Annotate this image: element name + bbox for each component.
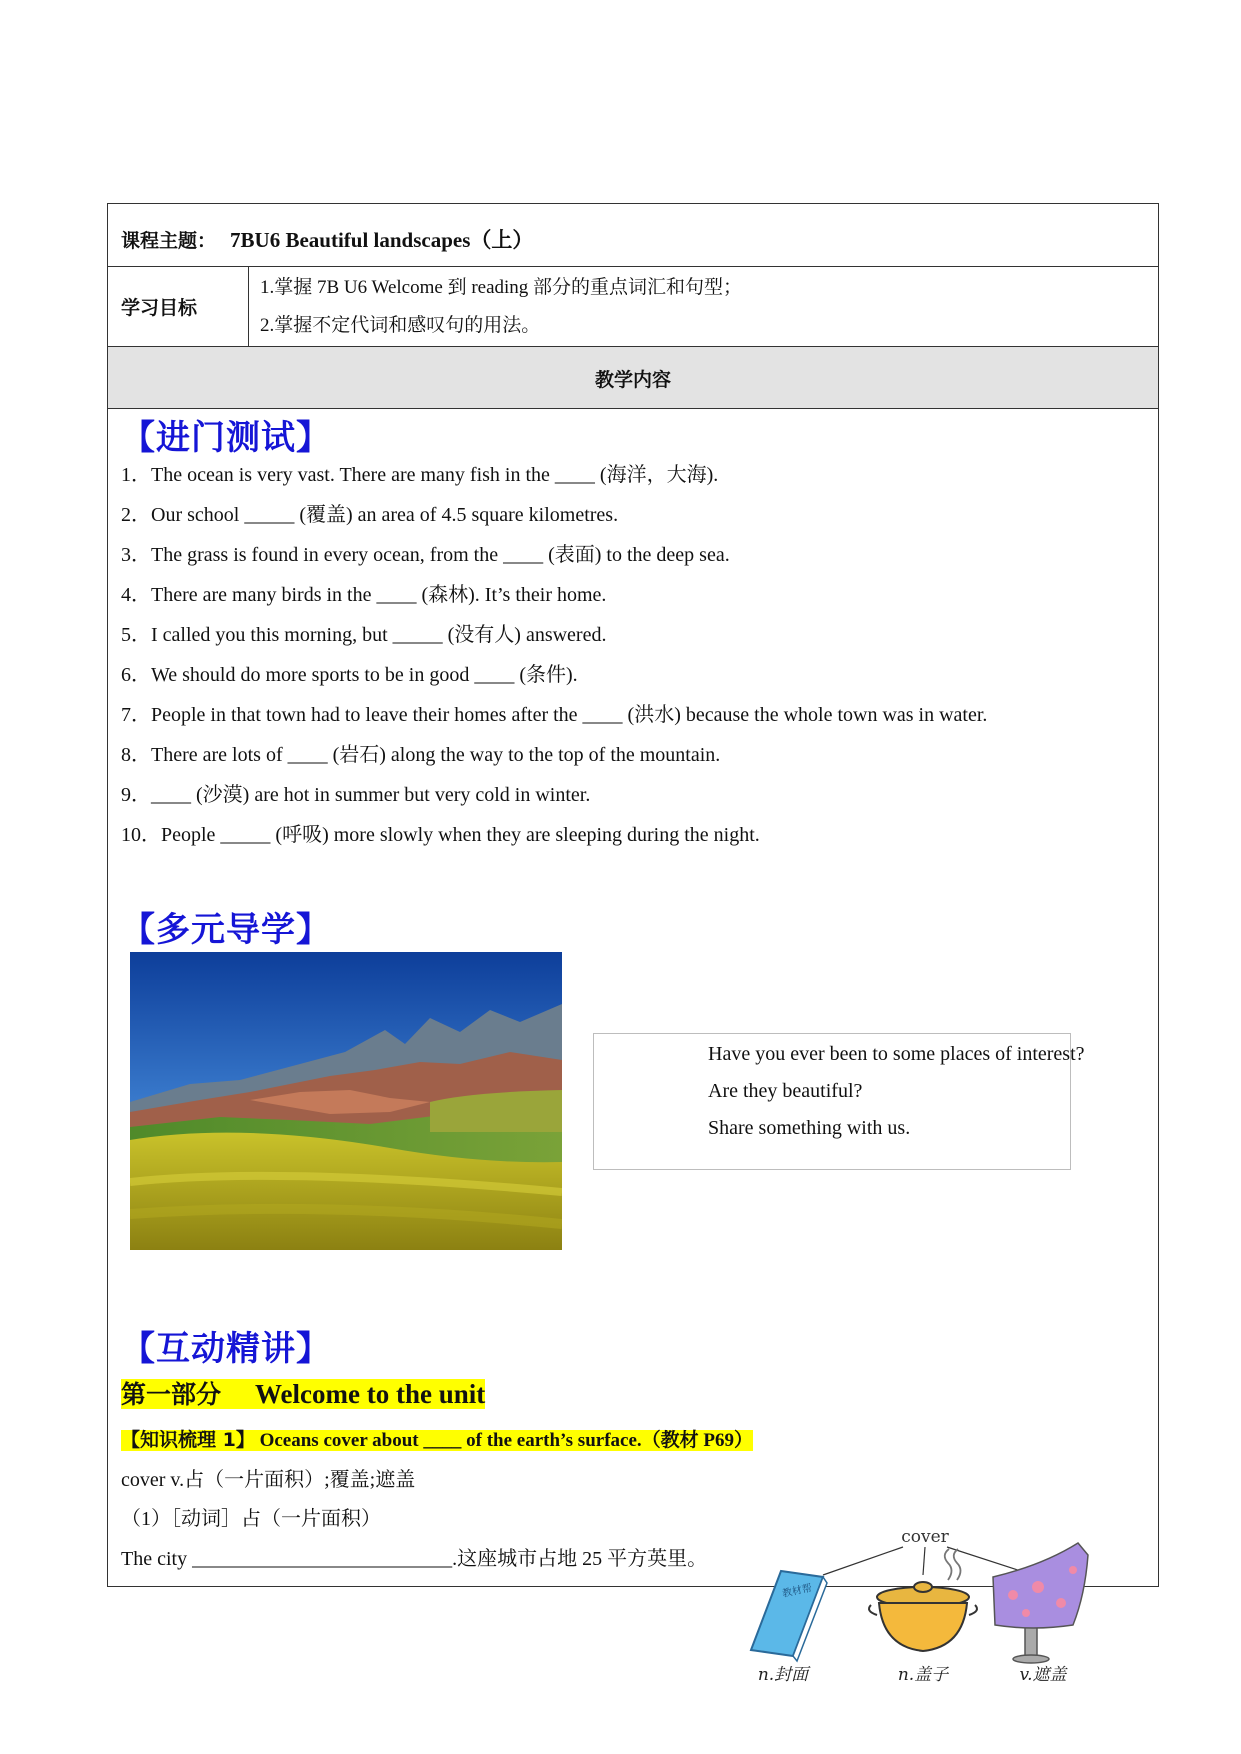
topic-value: 7BU6 Beautiful landscapes（上） xyxy=(230,228,534,252)
caption-noun-cover: n.封面 xyxy=(757,1665,809,1685)
cover-illustration-title: cover xyxy=(901,1527,949,1547)
cover-illustration xyxy=(743,1525,1103,1685)
part-heading-cn: 第一部分 xyxy=(121,1380,222,1409)
question-item: 4．There are many birds in the ____ (森林). It’s their home. xyxy=(121,584,607,606)
question-item: 6．We should do more sports to be in good ____ (条件). xyxy=(121,664,578,686)
caption-noun-lid: n.盖子 xyxy=(897,1665,949,1685)
part-heading-en: Welcome to the unit xyxy=(255,1379,486,1409)
discussion-prompt: Share something with us. xyxy=(708,1117,911,1139)
section-title-interactive-lecture: 【互动精讲】 xyxy=(121,1329,331,1369)
question-item: 9．____ (沙漠) are hot in summer but very cold in winter. xyxy=(121,784,591,806)
pot-lid-icon xyxy=(869,1549,977,1651)
example-sentence: The city __________________________.这座城市占地 25 平方英里。 xyxy=(121,1548,708,1570)
book-cover-icon xyxy=(751,1571,827,1661)
question-item: 8．There are lots of ____ (岩石) along the way to the top of the mountain. xyxy=(121,744,721,766)
cloth-cover-icon xyxy=(993,1543,1088,1663)
lesson-sheet xyxy=(107,203,1159,1587)
discussion-prompt: Have you ever been to some places of interest? xyxy=(708,1043,1085,1065)
topic-label: 课程主题： xyxy=(121,230,217,252)
knowledge-point-sentence: Oceans cover about ____ of the earth’s surface.（教材 P69） xyxy=(259,1430,753,1451)
content-title-row xyxy=(108,347,1158,409)
question-item: 7．People in that town had to leave their homes after the ____ (洪水) because the whole town was in water. xyxy=(121,704,988,726)
knowledge-point-label: 【知识梳理 1】 xyxy=(121,1429,255,1451)
question-item: 3．The grass is found in every ocean, from the ____ (表面) to the deep sea. xyxy=(121,544,730,566)
book-cover-text: 教材帮 xyxy=(781,1582,813,1600)
discussion-prompt: Are they beautiful? xyxy=(708,1080,863,1102)
question-item: 10．People _____ (呼吸) more slowly when they are sleeping during the night. xyxy=(121,824,760,846)
course-topic xyxy=(121,224,533,254)
question-item: 2．Our school _____ (覆盖) an area of 4.5 square kilometres. xyxy=(121,504,619,526)
goal-item: 2.掌握不定代词和感叹句的用法。 xyxy=(260,315,541,336)
caption-verb-cover: v.遮盖 xyxy=(1019,1665,1067,1685)
goals-label: 学习目标 xyxy=(121,297,198,319)
content-title: 教学内容 xyxy=(594,369,671,391)
section-title-guided-learning: 【多元导学】 xyxy=(121,910,331,950)
question-item: 5．I called you this morning, but _____ (没有人) answered. xyxy=(121,624,607,646)
part-heading xyxy=(121,1375,485,1411)
topic-row xyxy=(108,204,1158,267)
usage-heading: （1）［动词］占（一片面积） xyxy=(121,1508,381,1530)
section-title-entry-test: 【进门测试】 xyxy=(121,418,331,458)
landscape-photo xyxy=(130,952,562,1250)
vocab-definition: cover v.占（一片面积）;覆盖;遮盖 xyxy=(121,1469,416,1491)
goals-divider xyxy=(248,267,249,346)
goals-row xyxy=(108,267,1158,347)
question-item: 1．The ocean is very vast. There are many fish in the ____ (海洋，大海). xyxy=(121,464,719,486)
goal-item: 1.掌握 7B U6 Welcome 到 reading 部分的重点词汇和句型； xyxy=(260,277,743,298)
knowledge-point-heading xyxy=(121,1425,753,1452)
